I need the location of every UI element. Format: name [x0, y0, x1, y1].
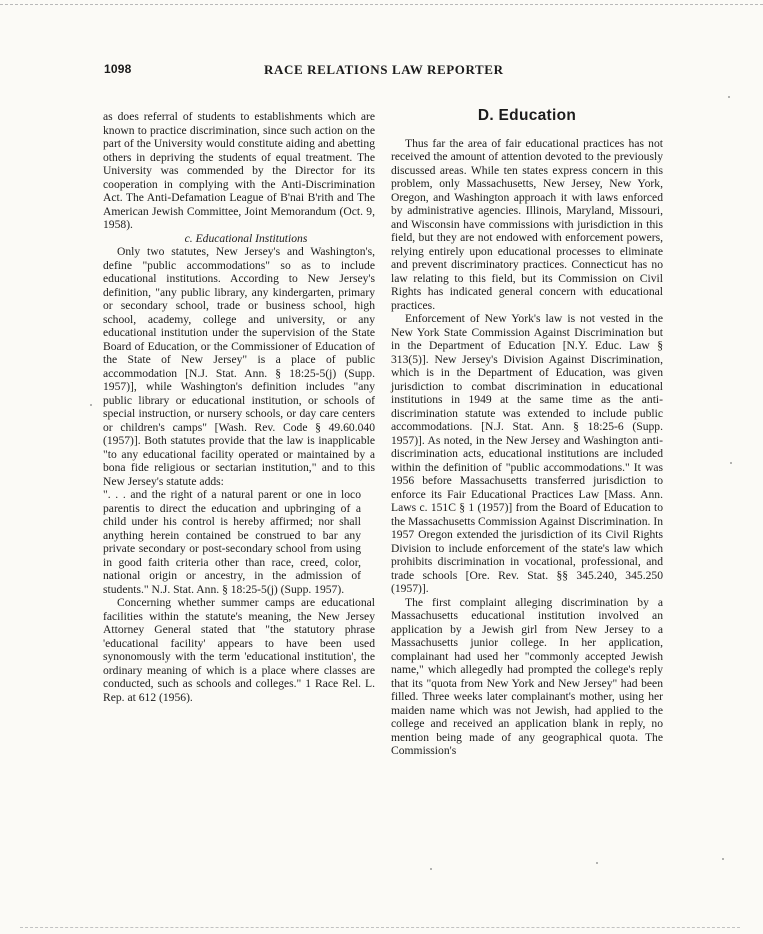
paragraph-enforcement: Enforcement of New York's law is not vested in the New York State Commission Against Discrimination but in the Department of Education [N.Y. Educ. Law § 313(5)]. New Jersey's Division Against Discrimination, which is in the Department of Education, was given jurisdiction to combat discrimination in educational institutions in 1949 at the same time as the anti-discrimination statute was extended to include public accommodations. [N.J. Stat. Ann. § 18:25-6 (Supp. 1957)]. As noted, in the New Jersey and Washington anti-discrimination acts, educational institutions are included within the definition of "public accommodations." It was 1956 before Massachusetts transferred jurisdiction to enforce its Fair Educational Practices Law [Mass. Ann. Laws c. 151C § 1 (1957)] from the Board of Education to the Massachusetts Commission Against Discrimination. In 1957 Oregon extended the jurisdiction of its Civil Rights Division to include enforcement of the state's law which prohibits discrimination in vocational, professional, and trade schools [Ore. Rev. Stat. §§ 345.240, 345.250 (1957)].	[391, 312, 663, 595]
bottom-scan-border	[20, 927, 740, 928]
subheading-educational-institutions: c. Educational Institutions	[184, 231, 308, 245]
paragraph-fair-educational-practices: Thus far the area of fair educational practices has not received the amount of attention devoted to the previously discussed areas. While ten states express concern in this problem, only Massachusetts, New Jersey, New York, Oregon, and Washington approach it with laws enforced by administrative agencies. Illinois, Maryland, Missouri, and Wisconsin have commissions with jurisdiction in this field, but they are not endowed with enforcement powers, relying entirely upon educational processes to eliminate and prevent discriminatory practices. Connecticut has no law relating to this field, but its Commission on Civil Rights has indicated general concern with educational practices.	[391, 136, 663, 312]
right-column	[391, 107, 663, 758]
left-column	[103, 110, 375, 704]
page-number: 1098	[104, 62, 132, 76]
intro-paragraph: as does referral of students to establishments which are known to practice discrimination, since such action on the part of the University would constitute aiding and abetting others in depriving the students of equal treatment. The University was commended by the Director for its cooperation in complying with the Anti-Discrimination Act. The Anti-Defamation League of B'nai B'rith and The American Jewish Committee, Joint Memorandum (Oct. 9, 1958).	[103, 110, 375, 231]
page-header	[104, 62, 664, 82]
running-title: RACE RELATIONS LAW REPORTER	[264, 62, 504, 77]
block-quote: ". . . and the right of a natural parent or one in loco parentis to direct the education and upbringing of a child under his control is hereby affirmed; nor shall anything herein contained be construed to bar any private secondary or post-secondary school from using in good faith criteria other than race, creed, color, national origin or ancestry, in the admission of students." N.J. Stat. Ann. § 18:25-5(j) (Supp. 1957).	[103, 488, 361, 596]
top-scan-border	[0, 4, 763, 5]
paragraph-first-complaint: The first complaint alleging discrimination by a Massachusetts educational institution involved an application by a Jewish girl from New Jersey to a Massachusetts junior college. In her application, complainant had used her "commonly accepted Jewish name," which allegedly had prompted the college's reply that its "quota from New York and New Jersey" had been filled. Three weeks later complainant's mother, using her maiden name which was not Jewish, had applied to the college and received an application blank in reply, no mention being made of any geographical quota. The Commission's	[391, 595, 663, 757]
paragraph-statutes: Only two statutes, New Jersey's and Washington's, define "public accommodations" so as to include educational institutions. According to New Jersey's definition, "any public library, any kindergarten, primary or secondary school, trade or business school, high school, academy, college and university, or any educational institution under the supervision of the State Board of Education, or the Commissioner of Education of the State of New Jersey" is a place of public accommodation [N.J. Stat. Ann. § 18:25-5(j) (Supp. 1957)], while Washington's definition includes "any public library or educational institution, or schools of special instruction, or nursery schools, or day care centers or children's camps" [Wash. Rev. Code § 49.60.040 (1957)]. Both statutes provide that the law is inapplicable "to any educational facility operated or maintained by a bona fide religious or sectarian institution," and to this New Jersey's statute adds:	[103, 245, 375, 488]
section-heading-education: D. Education	[477, 107, 577, 124]
paragraph-summer-camps: Concerning whether summer camps are educational facilities within the statute's meaning, the New Jersey Attorney General stated that "the statutory phrase 'educational facility' appears to have been used synonomously with the term 'educational institution', the ordinary meaning of which is a place where classes are conducted, such as schools and colleges." 1 Race Rel. L. Rep. at 612 (1956).	[103, 596, 375, 704]
